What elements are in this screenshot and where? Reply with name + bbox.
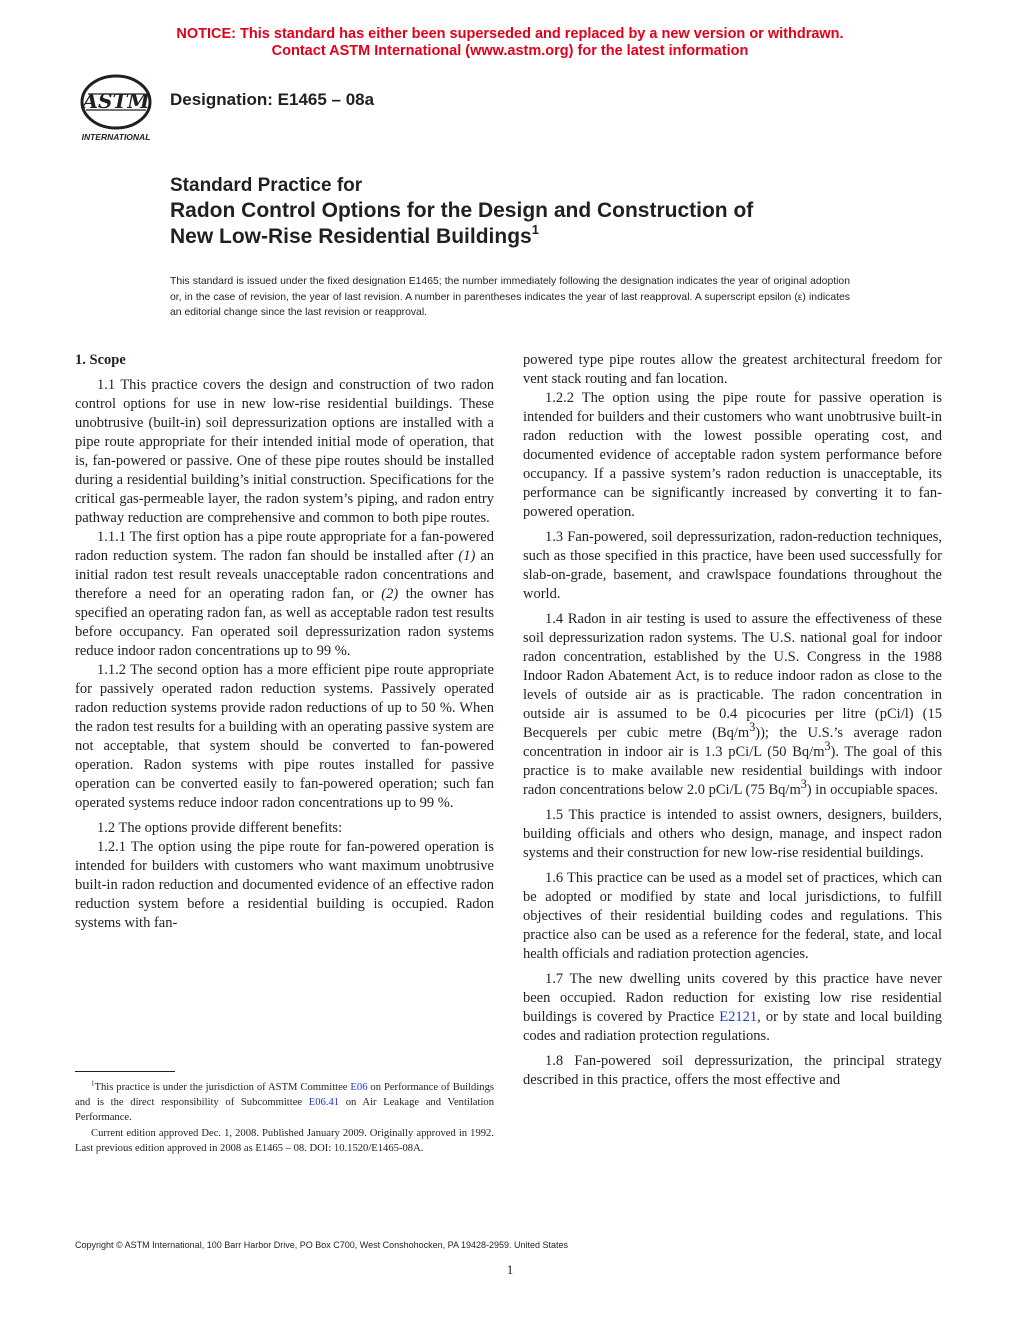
designation: Designation: E1465 – 08a: [170, 90, 375, 109]
footnote-edition: Current edition approved Dec. 1, 2008. Published January 2009. Originally approved in 1992. Last previous edition approved in 2008 as E1465 – 08. DOI: 10.1520/E1465-08A.: [75, 1127, 494, 1154]
paragraph-1-2-2: 1.2.2 The option using the pipe route for passive operation is intended for builders and their customers who want unobtrusive built-in radon reduction with the lowest possible operating cost, and documented evidence of acceptable radon system performance before occupancy. If a passive system’s radon reduction is unacceptable, its performance can be significantly increased by converting it to fan-powered operation.: [523, 390, 942, 520]
left-column: [75, 351, 494, 933]
notice-line-2: Contact ASTM International (www.astm.org) for the latest information: [271, 43, 749, 59]
logo-letters: ASTM: [82, 89, 150, 113]
right-column: [523, 351, 942, 1090]
page-number: 1: [506, 1262, 514, 1277]
document-title: [170, 174, 930, 250]
paragraph-1-3: 1.3 Fan-powered, soil depressurization, radon-reduction techniques, such as those specified in this practice, have been used successfully for slab-on-grade, basement, and crawlspace foundations throughout the world.: [523, 529, 942, 602]
paragraph-1-4: 1.4 Radon in air testing is used to assure the effectiveness of these soil depressurization radon systems. The U.S. national goal for indoor radon concentration, established by the U.S. Congress in the 1988 Indoor Radon Abatement Act, is to reduce indoor radon as close to the levels of outside air as is practicable. The radon concentration in outside air is assumed to be 0.4 picocuries per litre (pCi/l) (15 Becquerels per cubic metre $(Bq/m^3)$); the U.S.’s average radon concentration in indoor air is 1.3 pCi/L (50 $Bq/m^3$). The goal of this practice is to make available new residential buildings with indoor radon concentrations below 2.0 pCi/L (75 $Bq/m^3$) in occupiable spaces.: [523, 611, 942, 798]
paragraph-1-2-1-continued: powered type pipe routes allow the greatest architectural freedom for vent stack routing and fan location.: [523, 352, 942, 387]
footnote-1: $^1$This practice is under the jurisdiction of ASTM Committee E06 on Performance of Buildings and is the direct responsibility of Subcommittee E06.41 on Air Leakage and Ventilation Performance.: [75, 1079, 494, 1124]
paragraph-1-5: 1.5 This practice is intended to assist owners, designers, builders, building officials and others who design, manage, and inspect radon systems and their construction for new low-rise residential buildings.: [523, 807, 942, 861]
logo-subtitle: INTERNATIONAL: [81, 132, 151, 142]
notice-line-1: NOTICE: This standard has either been superseded and replaced by a new version or withdrawn.: [176, 26, 844, 42]
astm-logo: [74, 74, 160, 144]
link-e2121[interactable]: E2121: [719, 1009, 758, 1025]
link-e06-41[interactable]: E06.41: [308, 1097, 340, 1109]
link-e06[interactable]: E06: [350, 1082, 368, 1093]
title-line-3: New Low-Rise Residential Buildings$^1$: [170, 222, 539, 248]
paragraph-1-1: 1.1 This practice covers the design and construction of two radon control options for use in new low-rise residential buildings. These unobtrusive (built-in) soil depressurization options are installed with a pipe route appropriate for their intended initial mode of operation, that is, fan-powered or passive. One of these pipe routes should be installed during a residential building’s initial construction. Specifications for the critical gas-permeable layer, the radon system’s piping, and radon entry pathway reduction are comprehensive and common to both pipe routes.: [75, 377, 494, 526]
paragraph-1-1-2: 1.1.2 The second option has a more efficient pipe route appropriate for passively operated radon reduction systems. Passively operated radon reduction systems provide radon reductions of up to 50 %. When the radon test results for a building with an operating passive system are not acceptable, that system should be converted to fan-powered operation. Radon systems with pipe routes installed for passive operation can be converted easily to fan-powered operation; such fan operated systems reduce indoor radon concentrations up to 99 %.: [75, 662, 494, 811]
paragraph-1-7: 1.7 The new dwelling units covered by this practice have never been occupied. Radon reduction for existing low rise residential buildings is covered by Practice E2121, or by state and local building codes and radiation protection regulations.: [523, 971, 942, 1044]
footnotes: [75, 1080, 494, 1156]
paragraph-1-6: 1.6 This practice can be used as a model set of practices, which can be adopted or modified by state and local jurisdictions, to fulfill objectives of their residential building codes and regulations. This practice also can be used as a reference for the federal, state, and local health officials and radiation protection agencies.: [523, 870, 942, 962]
title-footnote-mark: 1: [531, 222, 539, 237]
paragraph-1-2: 1.2 The options provide different benefits:: [97, 820, 343, 836]
standard-note: This standard is issued under the fixed designation E1465; the number immediately following the designation indicates the year of original adoption or, in the case of revision, the year of last revision. A number in parentheses indicates the year of last reapproval. A superscript epsilon (ε) indicates an editorial change since the last revision or reapproval.: [170, 276, 850, 318]
footnote-divider: [75, 1071, 175, 1072]
superseded-notice: [0, 26, 1020, 60]
title-line-1: Standard Practice for: [170, 175, 363, 196]
paragraph-1-1-1: 1.1.1 The first option has a pipe route appropriate for a fan-powered radon reduction system. The radon fan should be installed after (1) an initial radon test result reveals unacceptable radon concentrations and therefore a need for an operating radon fan, or (2) the owner has specified an operating radon fan, as well as acceptable radon test results before occupancy. Fan operated soil depressurization radon systems reduce indoor radon concentrations up to 99 %.: [75, 529, 495, 659]
copyright-line: Copyright © ASTM International, 100 Barr Harbor Drive, PO Box C700, West Conshohocken, PA 19428-2959. United States: [75, 1240, 569, 1250]
title-line-2: Radon Control Options for the Design and Construction of: [170, 199, 754, 222]
paragraph-1-8: 1.8 Fan-powered soil depressurization, the principal strategy described in this practice, offers the most effective and: [523, 1053, 942, 1088]
paragraph-1-2-1: 1.2.1 The option using the pipe route for fan-powered operation is intended for builders with customers who want maximum unobtrusive built-in radon reduction and documented evidence of an effective radon reduction system before a residential building is occupied. Radon systems with fan-: [75, 839, 494, 931]
section-heading-scope: 1. Scope: [75, 352, 126, 368]
